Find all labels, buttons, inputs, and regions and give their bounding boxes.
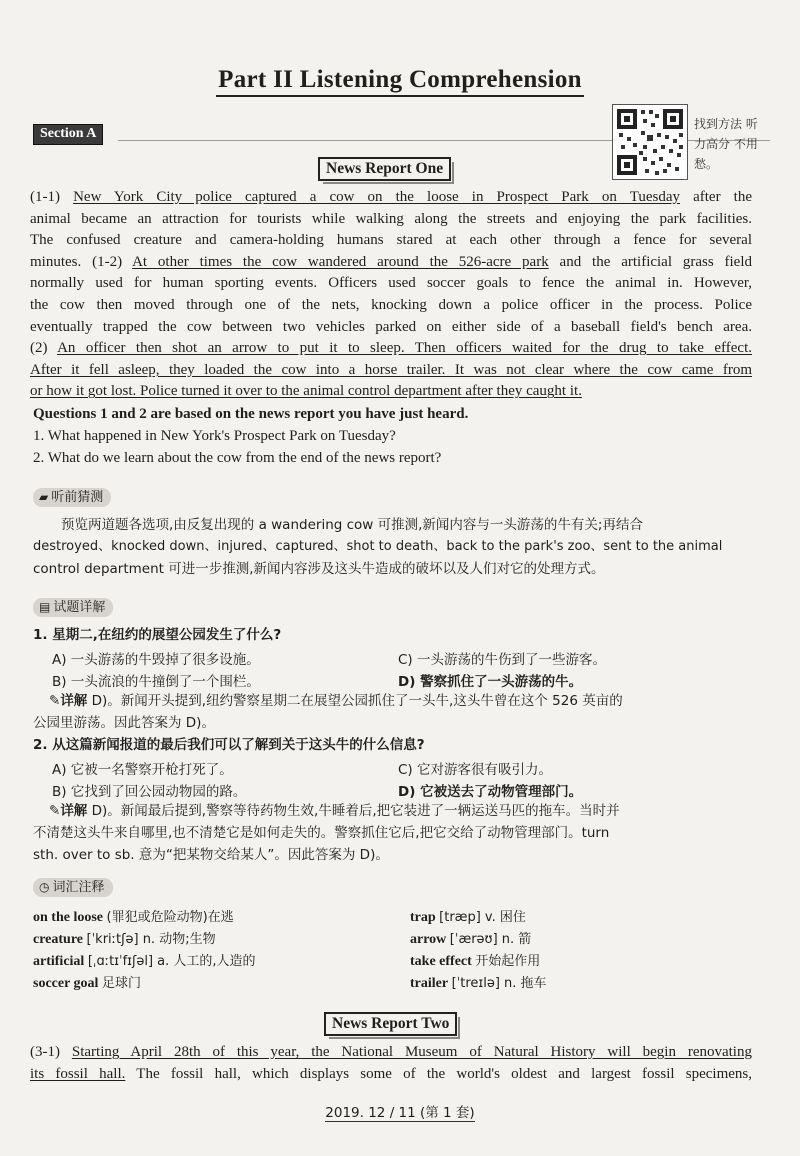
transcript-line: After it fell asleep, they loaded the cow into a horse trailer. It was not clear where the cow came from (30, 361, 752, 378)
vocab-item: take effect 开始起作用 (410, 954, 541, 969)
transcript-line: or how it got lost. Police turned it over to the animal control department after they caught it. (30, 383, 582, 400)
transcript-line: animal became an attraction for tourists while walking along the streets and enjoying the park facilities. (30, 210, 752, 227)
qr-code-icon (612, 104, 688, 180)
questions-heading: Questions 1 and 2 are based on the news report you have just heard. (33, 406, 469, 422)
predict-line: 预览两道题各选项,由反复出现的 a wandering cow 可推测,新闻内容与一头游荡的牛有关;再结合 (61, 517, 643, 533)
q1-option-b: B) 一头流浪的牛撞倒了一个围栏。 (52, 674, 260, 690)
vocab-item: creature [ˈkriːtʃə] n. 动物;生物 (33, 932, 216, 947)
folder-icon: ▰ (39, 490, 49, 504)
book-icon: ▤ (39, 600, 51, 614)
vocab-item: on the loose (罪犯或危险动物)在逃 (33, 910, 234, 925)
q2-option-a: A) 它被一名警察开枪打死了。 (52, 762, 233, 778)
transcript-line: normally used for human sporting events. Officers used soccer goals to fence the animal in. However, (30, 275, 752, 292)
page-footer: 2019. 12 / 11 (第 1 套) (325, 1105, 475, 1121)
q2-option-b: B) 它找到了回公园动物园的路。 (52, 784, 247, 800)
q2-option-c: C) 它对游客很有吸引力。 (398, 762, 552, 778)
transcript-line: (1-1) New York City police captured a cow on the loose in Prospect Park on Tuesday after the (30, 189, 752, 205)
clock-icon: ◷ (39, 880, 50, 894)
part-title: Part II Listening Comprehension (0, 66, 800, 94)
vocab-item: arrow [ˈærəʊ] n. 箭 (410, 932, 532, 947)
pencil-icon: ✎ (49, 803, 61, 819)
vocab-item: artificial [ˌɑːtɪˈfɪʃəl] a. 人工的,人造的 (33, 954, 256, 969)
vocab-tag: ◷ 词汇注释 (33, 878, 113, 897)
section-badge: Section A (33, 124, 103, 145)
vocab-item: trailer [ˈtreɪlə] n. 拖车 (410, 976, 547, 991)
transcript-line: (3-1) Starting April 28th of this year, the National Museum of Natural History will begin renovating (30, 1044, 752, 1060)
news-report-two-title: News Report Two (324, 1012, 457, 1036)
transcript-line: eventually trapped the cow between two vehicles parked on either side of a baseball field's bench area. (30, 318, 752, 335)
q1-stem: 1. 星期二,在纽约的展望公园发生了什么? (33, 627, 282, 643)
news-report-one-title: News Report One (318, 157, 451, 181)
transcript-line: The confused creature and camera-holding humans stared at each other through a fence for several (30, 232, 752, 249)
predict-line: destroyed、knocked down、injured、captured、shot to death、back to the park's zoo、sent to the animal (33, 539, 723, 554)
vocab-item: trap [træp] v. 困住 (410, 910, 526, 925)
q2-detail: ✎详解 D)。新闻最后提到,警察等待药物生效,牛睡着后,把它装进了一辆运送马匹的拖车。当时并 不清楚这头牛来自哪里,也不清楚它是如何走失的。警察抓住它后,把它交给了动物管理部门。turn sth. over to sb. 意为“把某物交给某人”。因此答案为 D)。 (33, 803, 620, 863)
question-2: 2. What do we learn about the cow from the end of the news report? (33, 450, 442, 466)
q2-option-d: D) 它被送去了动物管理部门。 (398, 784, 583, 800)
predict-text (33, 514, 755, 580)
q1-option-d: D) 警察抓住了一头游荡的牛。 (398, 674, 583, 690)
qr-note: 找到方法 听力高分 不用愁。 (694, 117, 758, 171)
transcript-line: (2) An officer then shot an arrow to put it to sleep. Then officers waited for the drug to take effect. (30, 340, 752, 357)
q2-stem: 2. 从这篇新闻报道的最后我们可以了解到关于这头牛的什么信息? (33, 737, 425, 753)
question-1: 1. What happened in New York's Prospect Park on Tuesday? (33, 428, 396, 444)
news-report-one-text (30, 187, 752, 403)
q1-detail: ✎详解 D)。新闻开头提到,纽约警察星期二在展望公园抓住了一头牛,这头牛曾在这个 526 英亩的 公园里游荡。因此答案为 D)。 (33, 693, 623, 731)
q1-option-a: A) 一头游荡的牛毁掉了很多设施。 (52, 652, 260, 668)
q1-option-c: C) 一头游荡的牛伤到了一些游客。 (398, 652, 606, 668)
explain-tag: ▤ 试题详解 (33, 598, 113, 617)
predict-line: control department 可进一步推测,新闻内容涉及这头牛造成的破坏以及人们对它的处理方式。 (33, 561, 605, 577)
transcript-line: its fossil hall. The fossil hall, which displays some of the world's oldest and largest fossil specimens, (30, 1065, 752, 1082)
vocab-item: soccer goal 足球门 (33, 976, 141, 991)
predict-tag: ▰ 听前猜测 (33, 488, 111, 507)
pencil-icon: ✎ (49, 693, 61, 709)
transcript-line: minutes. (1-2) At other times the cow wandered around the 526-acre park and the artificial grass field (30, 253, 753, 270)
news-report-two-text (30, 1042, 752, 1085)
transcript-line: the cow then moved through one of the nets, knocking down a police officer in the process. Police (30, 296, 752, 313)
